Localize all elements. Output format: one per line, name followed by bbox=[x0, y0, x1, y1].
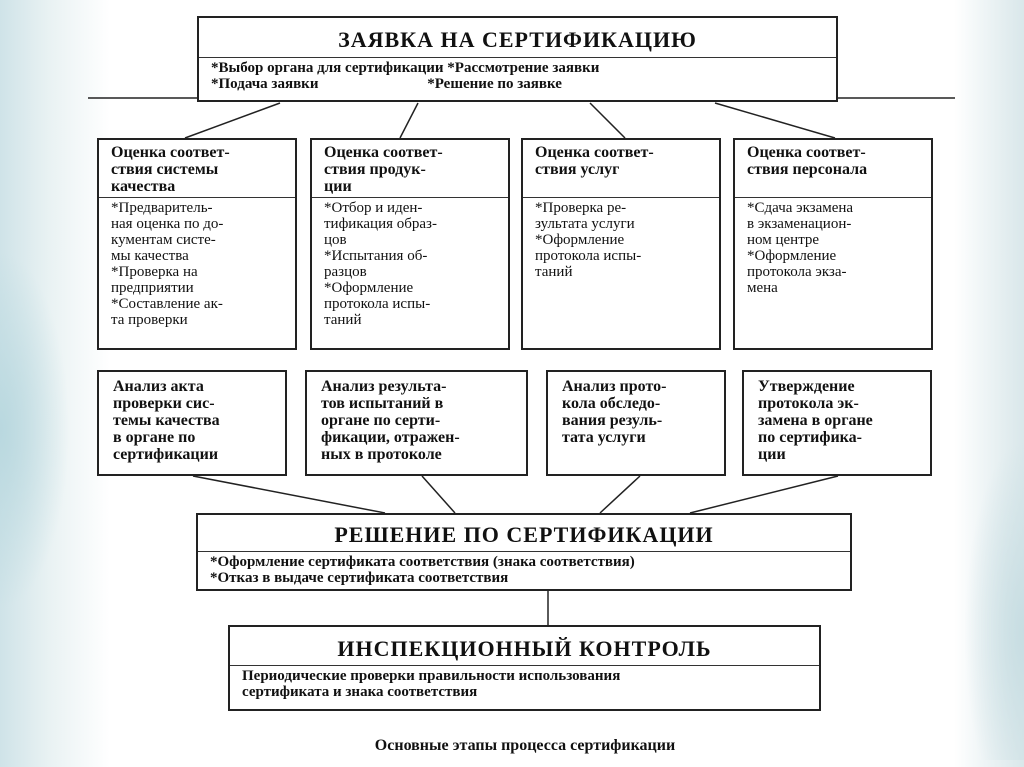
decision-item: *Отказ в выдаче сертификата соответствия bbox=[210, 570, 509, 586]
analysis-text: Утверждение протокола эк- замена в органе по сертифика- ции bbox=[758, 378, 873, 463]
assessment-services bbox=[521, 138, 721, 350]
assessment-title: Оценка соответ- ствия системы качества bbox=[111, 144, 230, 195]
assessment-title: Оценка соответ- ствия продук- ции bbox=[324, 144, 443, 195]
analysis-services bbox=[546, 370, 726, 476]
analysis-text: Анализ результа- тов испытаний в органе по серти- фикации, отражен- ных в протоколе bbox=[321, 378, 460, 463]
assessment-quality-system bbox=[97, 138, 297, 350]
analysis-product bbox=[305, 370, 528, 476]
inspection-item: сертификата и знака соответствия bbox=[242, 684, 478, 700]
assessment-title: Оценка соответ- ствия персонала bbox=[747, 144, 868, 178]
analysis-text: Анализ акта проверки сис- темы качества в органе по сертификации bbox=[113, 378, 220, 463]
connector-analysis1-to-decision bbox=[193, 476, 385, 513]
assessment-body: *Сдача экзамена в экзаменацион- ном центре *Оформление протокола экза- мена bbox=[735, 197, 931, 296]
connector-app-to-services bbox=[590, 103, 625, 138]
assessment-title: Оценка соответ- ствия услуг bbox=[535, 144, 654, 178]
decision-box bbox=[196, 513, 852, 591]
inspection-title: ИНСПЕКЦИОННЫЙ КОНТРОЛЬ bbox=[337, 636, 712, 661]
analysis-personnel bbox=[742, 370, 932, 476]
decision-item: *Оформление сертификата соответствия (знака соответствия) bbox=[210, 554, 635, 570]
inspection-items bbox=[230, 665, 819, 700]
connector-analysis4-to-decision bbox=[690, 476, 838, 513]
assessment-product bbox=[310, 138, 510, 350]
application-box bbox=[197, 16, 838, 102]
figure-caption: Основные этапы процесса сертификации bbox=[374, 737, 676, 754]
analysis-text: Анализ прото- кола обследо- вания резуль- тата услуги bbox=[562, 378, 667, 446]
connector-analysis3-to-decision bbox=[600, 476, 640, 513]
application-item: *Подача заявки *Решение по заявке bbox=[211, 76, 562, 92]
assessment-body: *Предваритель- ная оценка по до- кументам систе- мы качества *Проверка на предприятии *Составление ак- та проверки bbox=[99, 197, 295, 328]
analysis-quality-system bbox=[97, 370, 287, 476]
application-items bbox=[199, 57, 836, 92]
assessment-body: *Отбор и иден- тификация образ- цов *Испытания об- разцов *Оформление протокола испы- таний bbox=[312, 197, 508, 328]
decision-title: РЕШЕНИЕ ПО СЕРТИФИКАЦИИ bbox=[334, 522, 714, 547]
assessment-body: *Проверка ре- зультата услуги *Оформление протокола испы- таний bbox=[523, 197, 719, 280]
inspection-box bbox=[228, 625, 821, 711]
decision-items bbox=[198, 551, 850, 586]
application-title: ЗАЯВКА НА СЕРТИФИКАЦИЮ bbox=[338, 27, 697, 52]
connector-app-to-product bbox=[400, 103, 418, 138]
connector-analysis2-to-decision bbox=[422, 476, 455, 513]
connector-app-to-personnel bbox=[715, 103, 835, 138]
inspection-item: Периодические проверки правильности использования bbox=[242, 668, 621, 684]
connector-app-to-quality bbox=[185, 103, 280, 138]
assessment-personnel bbox=[733, 138, 933, 350]
application-item: *Выбор органа для сертификации *Рассмотрение заявки bbox=[211, 60, 600, 76]
